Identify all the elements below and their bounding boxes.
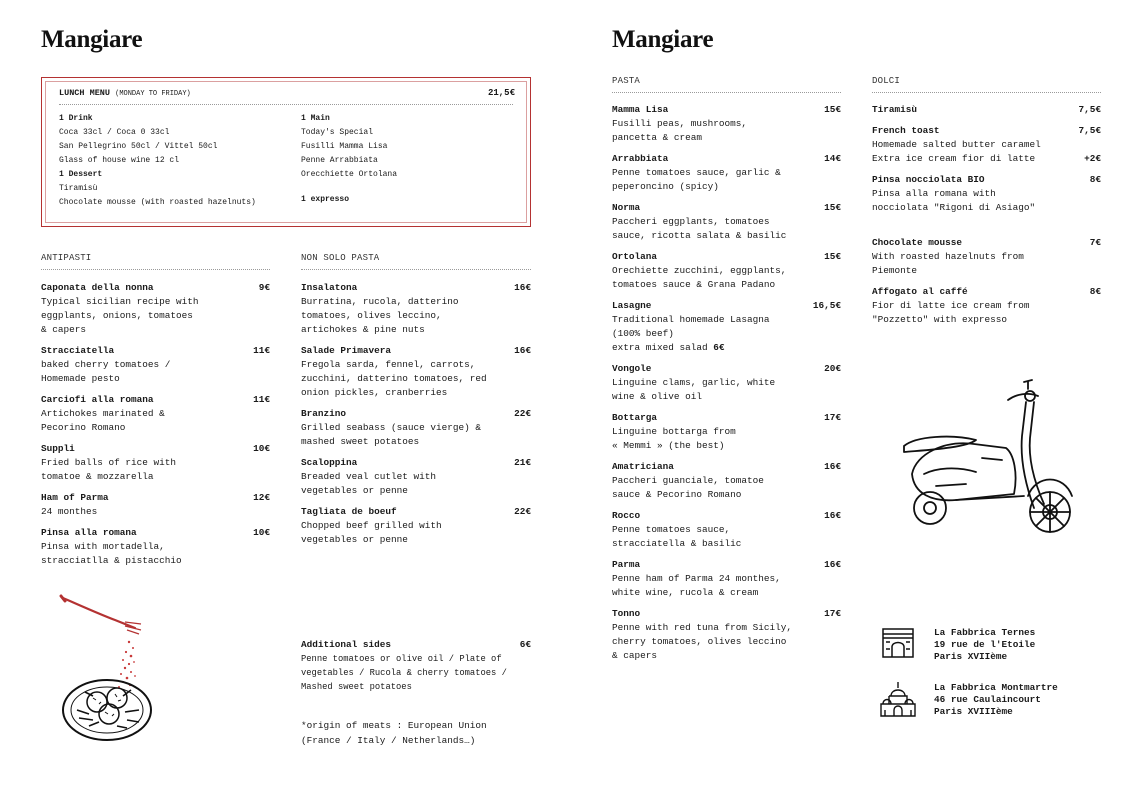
item-price: 9€: [258, 282, 270, 293]
pasta-divider: [612, 92, 841, 93]
item-name: Pinsa alla romana: [41, 527, 137, 538]
item-description: Breaded veal cutlet with vegetables or penne: [301, 471, 437, 496]
location-name: La Fabbrica Montmartre: [934, 682, 1058, 693]
item-name: Tagliata de boeuf: [301, 506, 397, 517]
item-price: 15€: [824, 202, 841, 213]
item-description: Penne tomatoes or olive oil / Plate of vegetables / Rucola & cherry tomatoes / Mashed sweet potatoes: [301, 654, 507, 692]
lunch-menu-box: [41, 77, 531, 227]
menu-item: [301, 505, 531, 547]
item-price: 20€: [824, 363, 841, 374]
menu-item: [612, 509, 841, 551]
item-extra: [872, 152, 1101, 166]
item-price: 21€: [514, 457, 531, 468]
item-name: Insalatona: [301, 282, 358, 293]
item-description: baked cherry tomatoes / Homemade pesto: [41, 359, 171, 384]
item-price: 16€: [824, 461, 841, 472]
item-name: Amatriciana: [612, 461, 674, 472]
item-name: Norma: [612, 202, 641, 213]
location-street: 46 rue Caulaincourt: [934, 694, 1041, 705]
lunch-menu-divider: [59, 104, 513, 105]
menu-item: [301, 407, 531, 449]
menu-item: [41, 442, 270, 484]
item-extra-price: +2€: [1084, 153, 1101, 164]
item-price: 11€: [253, 345, 270, 356]
item-description: Paccheri guanciale, tomatoe sauce & Pecorino Romano: [612, 475, 764, 500]
item-price: 14€: [824, 153, 841, 164]
item-name: Caponata della nonna: [41, 282, 154, 293]
item-price: 16€: [514, 282, 531, 293]
dolci-list: [872, 103, 1101, 334]
menu-item: [612, 362, 841, 404]
item-price: 8€: [1089, 286, 1101, 297]
item-name: Pinsa nocciolata BIO: [872, 174, 985, 185]
menu-item: [612, 558, 841, 600]
item-description: Paccheri eggplants, tomatoes sauce, ricotta salata & basilic: [612, 216, 787, 241]
item-price: 7€: [1089, 237, 1101, 248]
non-solo-pasta-list: [301, 281, 531, 554]
item-price: 16€: [514, 345, 531, 356]
menu-item: [41, 491, 270, 519]
item-extra: [612, 341, 841, 355]
menu-item: [41, 281, 270, 337]
menu-item: [612, 103, 841, 145]
pasta-heading: PASTA: [612, 76, 641, 86]
item-price: 22€: [514, 506, 531, 517]
item-description: Homemade salted butter caramel: [872, 139, 1041, 150]
item-description: Penne tomatoes sauce, garlic & peperoncino (spicy): [612, 167, 781, 192]
menu-item: [301, 344, 531, 400]
item-price: 10€: [253, 443, 270, 454]
item-name: Salade Primavera: [301, 345, 392, 356]
item-description: Penne ham of Parma 24 monthes, white wine, rucola & cream: [612, 573, 781, 598]
item-description: Orechiette zucchini, eggplants, tomatoes sauce & Grana Padano: [612, 265, 787, 290]
location-city: Paris XVIIIème: [934, 706, 1013, 717]
non-solo-pasta-divider: [301, 269, 531, 270]
item-name: French toast: [872, 125, 940, 136]
item-name: Arrabbiata: [612, 153, 669, 164]
additional-sides: [301, 638, 531, 694]
item-description: Fregola sarda, fennel, carrots, zucchini, datterino tomatoes, red onion pickles, cranberries: [301, 359, 487, 398]
menu-item: [872, 173, 1101, 215]
vespa-scooter-illustration: [896, 378, 1076, 550]
item-description: Penne tomatoes sauce, stracciatella & basilic: [612, 524, 742, 549]
menu-item: [612, 299, 841, 355]
pasta-plate-illustration: [55, 592, 175, 752]
item-description: Fusilli peas, mushrooms, pancetta & cream: [612, 118, 748, 143]
menu-item: [872, 124, 1101, 166]
item-description: Pinsa with mortadella, stracciatlla & pistacchio: [41, 541, 182, 566]
menu-item: [612, 250, 841, 292]
menu-item: [872, 285, 1101, 327]
location-city: Paris XVIIème: [934, 651, 1008, 662]
lunch-drink-option: San Pellegrino 50cl / Vittel 50cl: [59, 142, 218, 151]
item-description: Penne with red tuna from Sicily, cherry tomatoes, olives leccino & capers: [612, 622, 793, 661]
item-extra-text: Extra ice cream fior di latte: [872, 153, 1036, 164]
menu-item: [612, 201, 841, 243]
item-name: Tonno: [612, 608, 641, 619]
location-name: La Fabbrica Ternes: [934, 627, 1036, 638]
lunch-main-heading: 1 Main: [301, 114, 330, 123]
menu-item: [612, 411, 841, 453]
item-name: Lasagne: [612, 300, 652, 311]
item-name: Tiramisù: [872, 104, 918, 115]
item-description: Linguine clams, garlic, white wine & olive oil: [612, 377, 776, 402]
lunch-menu-left-column: [59, 112, 256, 210]
item-name: Ham of Parma: [41, 492, 109, 503]
item-name: Branzino: [301, 408, 347, 419]
item-name: Rocco: [612, 510, 641, 521]
item-name: Stracciatella: [41, 345, 115, 356]
location-montmartre: [934, 682, 1058, 718]
item-name: Ortolana: [612, 251, 658, 262]
item-description: Fior di latte ice cream from "Pozzetto" with expresso: [872, 300, 1030, 325]
item-description: Burratina, rucola, datterino tomatoes, olives leccino, artichokes & pine nuts: [301, 296, 459, 335]
lunch-menu-title: [59, 86, 191, 101]
item-description: Traditional homemade Lasagna (100% beef): [612, 314, 770, 339]
non-solo-pasta-heading: NON SOLO PASTA: [301, 253, 380, 263]
menu-item: [872, 103, 1101, 117]
menu-item: [41, 344, 270, 386]
lunch-main-option: Today's Special: [301, 128, 374, 137]
item-price: 6€: [519, 639, 531, 650]
menu-item: [301, 456, 531, 498]
lunch-dessert-option: Chocolate mousse (with roasted hazelnuts): [59, 198, 256, 207]
item-name: Vongole: [612, 363, 652, 374]
item-name: Carciofi alla romana: [41, 394, 154, 405]
dolci-heading: DOLCI: [872, 76, 901, 86]
sacre-coeur-icon: [879, 680, 917, 718]
lunch-dessert-heading: 1 Dessert: [59, 170, 103, 179]
item-price: 7,5€: [1078, 104, 1101, 115]
antipasti-divider: [41, 269, 270, 270]
item-extra-text: extra mixed salad: [612, 342, 708, 353]
item-name: Suppli: [41, 443, 75, 454]
left-page-title: Mangiare: [41, 26, 143, 53]
item-price: 16€: [824, 510, 841, 521]
lunch-menu-title-text: LUNCH MENU: [59, 88, 111, 98]
lunch-menu-price: 21,5€: [487, 88, 515, 98]
item-price: 7,5€: [1078, 125, 1101, 136]
location-street: 19 rue de l'Etoile: [934, 639, 1036, 650]
lunch-drink-option: Coca 33cl / Coca 0 33cl: [59, 128, 170, 137]
item-description: 24 monthes: [41, 506, 98, 517]
lunch-main-option: Orecchiette Ortolana: [301, 170, 398, 179]
location-ternes: [934, 627, 1035, 663]
item-price: 10€: [253, 527, 270, 538]
item-price: 11€: [253, 394, 270, 405]
item-name: Affogato al caffé: [872, 286, 968, 297]
item-price: 22€: [514, 408, 531, 419]
item-price: 16,5€: [812, 300, 841, 311]
menu-item: [612, 460, 841, 502]
item-description: Pinsa alla romana with nocciolata "Rigoni di Asiago": [872, 188, 1036, 213]
pasta-list: [612, 103, 841, 670]
lunch-menu-right-column: [301, 112, 397, 207]
item-description: Artichokes marinated & Pecorino Romano: [41, 408, 165, 433]
item-name: Mamma Lisa: [612, 104, 669, 115]
item-price: 12€: [253, 492, 270, 503]
item-extra-price: 6€: [713, 342, 725, 353]
lunch-drink-heading: 1 Drink: [59, 114, 93, 123]
lunch-main-option: Fusilli Mamma Lisa: [301, 142, 388, 151]
item-description: Chopped beef grilled with vegetables or penne: [301, 520, 442, 545]
right-page-title: Mangiare: [612, 26, 714, 53]
item-name: Scaloppina: [301, 457, 358, 468]
item-name: Bottarga: [612, 412, 658, 423]
item-price: 15€: [824, 251, 841, 262]
item-price: 16€: [824, 559, 841, 570]
menu-item: [41, 526, 270, 568]
item-description: With roasted hazelnuts from Piemonte: [872, 251, 1024, 276]
item-name: Chocolate mousse: [872, 237, 963, 248]
item-price: 17€: [824, 412, 841, 423]
menu-item: [301, 281, 531, 337]
item-name: Additional sides: [301, 639, 392, 650]
menu-item: [872, 236, 1101, 278]
lunch-drink-option: Glass of house wine 12 cl: [59, 156, 180, 165]
menu-item: [41, 393, 270, 435]
antipasti-list: [41, 281, 270, 575]
antipasti-heading: ANTIPASTI: [41, 253, 92, 263]
item-description: Typical sicilian recipe with eggplants, onions, tomatoes & capers: [41, 296, 199, 335]
item-price: 17€: [824, 608, 841, 619]
menu-item: [612, 152, 841, 194]
item-description: Linguine bottarga from « Memmi » (the best): [612, 426, 736, 451]
item-description: Grilled seabass (sauce vierge) & mashed sweet potatoes: [301, 422, 482, 447]
menu-item: [612, 607, 841, 663]
lunch-expresso: 1 expresso: [301, 195, 350, 204]
lunch-dessert-option: Tiramisù: [59, 184, 98, 193]
lunch-main-option: Penne Arrabbiata: [301, 156, 378, 165]
dolci-divider: [872, 92, 1101, 93]
lunch-menu-subtitle: (MONDAY TO FRIDAY): [115, 90, 191, 98]
meat-origin-footnote: *origin of meats : European Union (France / Italy / Netherlands…): [301, 720, 487, 746]
item-description: Fried balls of rice with tomatoe & mozzarella: [41, 457, 177, 482]
item-price: 15€: [824, 104, 841, 115]
item-price: 8€: [1089, 174, 1101, 185]
item-name: Parma: [612, 559, 641, 570]
arc-de-triomphe-icon: [881, 625, 915, 659]
